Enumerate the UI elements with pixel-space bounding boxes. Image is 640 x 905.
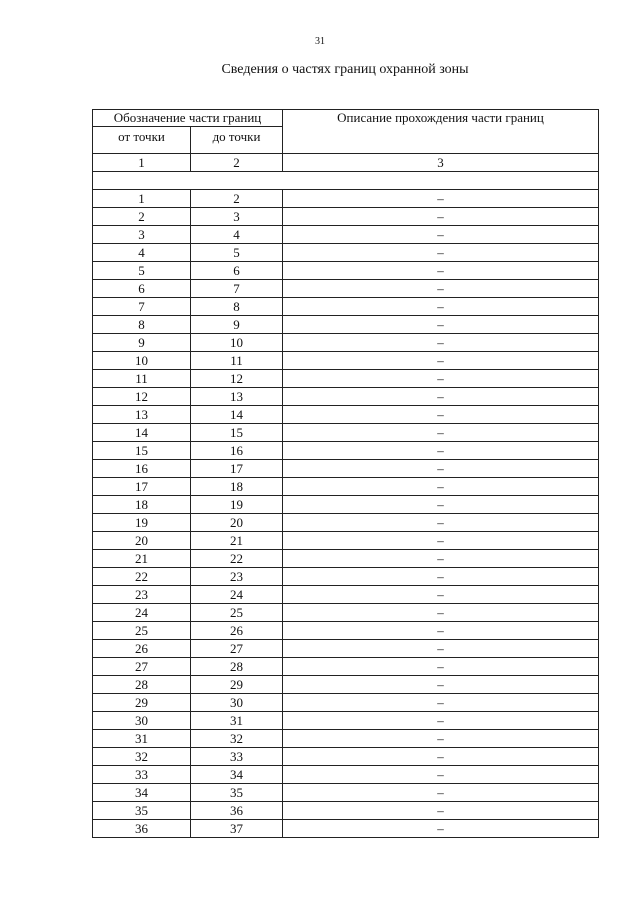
to-point-cell: 25 (191, 604, 283, 622)
description-cell: – (283, 316, 599, 334)
header-boundary-designation: Обозначение части границ (93, 110, 283, 127)
from-point-cell: 3 (93, 226, 191, 244)
to-point-cell: 6 (191, 262, 283, 280)
to-point-cell: 18 (191, 478, 283, 496)
to-point-cell: 14 (191, 406, 283, 424)
from-point-cell: 27 (93, 658, 191, 676)
to-point-cell: 37 (191, 820, 283, 838)
table-row (93, 460, 599, 478)
table-row (93, 298, 599, 316)
description-cell: – (283, 784, 599, 802)
to-point-cell: 26 (191, 622, 283, 640)
description-cell: – (283, 748, 599, 766)
description-cell: – (283, 496, 599, 514)
from-point-cell: 17 (93, 478, 191, 496)
description-cell: – (283, 712, 599, 730)
description-cell: – (283, 730, 599, 748)
from-point-cell: 2 (93, 208, 191, 226)
description-cell: – (283, 820, 599, 838)
from-point-cell: 21 (93, 550, 191, 568)
description-cell: – (283, 568, 599, 586)
to-point-cell: 27 (191, 640, 283, 658)
description-cell: – (283, 622, 599, 640)
empty-section-cell (93, 172, 599, 190)
to-point-cell: 12 (191, 370, 283, 388)
table-row (93, 280, 599, 298)
table-row (93, 370, 599, 388)
header-row-group (93, 110, 599, 127)
from-point-cell: 16 (93, 460, 191, 478)
from-point-cell: 34 (93, 784, 191, 802)
description-cell: – (283, 694, 599, 712)
from-point-cell: 10 (93, 352, 191, 370)
to-point-cell: 22 (191, 550, 283, 568)
from-point-cell: 6 (93, 280, 191, 298)
from-point-cell: 36 (93, 820, 191, 838)
description-cell: – (283, 280, 599, 298)
from-point-cell: 18 (93, 496, 191, 514)
to-point-cell: 15 (191, 424, 283, 442)
table-row (93, 496, 599, 514)
description-cell: – (283, 676, 599, 694)
to-point-cell: 23 (191, 568, 283, 586)
from-point-cell: 8 (93, 316, 191, 334)
to-point-cell: 32 (191, 730, 283, 748)
to-point-cell: 24 (191, 586, 283, 604)
to-point-cell: 35 (191, 784, 283, 802)
from-point-cell: 22 (93, 568, 191, 586)
table-row (93, 604, 599, 622)
description-cell: – (283, 334, 599, 352)
from-point-cell: 5 (93, 262, 191, 280)
to-point-cell: 2 (191, 190, 283, 208)
table-row (93, 478, 599, 496)
table-row (93, 424, 599, 442)
page-number: 31 (315, 36, 325, 47)
from-point-cell: 25 (93, 622, 191, 640)
header-to-point: до точки (191, 127, 283, 154)
description-cell: – (283, 766, 599, 784)
from-point-cell: 29 (93, 694, 191, 712)
to-point-cell: 28 (191, 658, 283, 676)
from-point-cell: 24 (93, 604, 191, 622)
description-cell: – (283, 208, 599, 226)
description-cell: – (283, 406, 599, 424)
description-cell: – (283, 586, 599, 604)
from-point-cell: 1 (93, 190, 191, 208)
to-point-cell: 8 (191, 298, 283, 316)
table-row (93, 262, 599, 280)
description-cell: – (283, 424, 599, 442)
description-cell: – (283, 352, 599, 370)
description-cell: – (283, 604, 599, 622)
description-cell: – (283, 298, 599, 316)
table-row (93, 802, 599, 820)
to-point-cell: 36 (191, 802, 283, 820)
document-title: Сведения о частях границ охранной зоны (221, 62, 469, 77)
to-point-cell: 31 (191, 712, 283, 730)
description-cell: – (283, 370, 599, 388)
description-cell: – (283, 442, 599, 460)
to-point-cell: 13 (191, 388, 283, 406)
table-row (93, 586, 599, 604)
from-point-cell: 20 (93, 532, 191, 550)
from-point-cell: 14 (93, 424, 191, 442)
table-row (93, 334, 599, 352)
table-row (93, 766, 599, 784)
from-point-cell: 7 (93, 298, 191, 316)
from-point-cell: 31 (93, 730, 191, 748)
to-point-cell: 9 (191, 316, 283, 334)
description-cell: – (283, 532, 599, 550)
from-point-cell: 9 (93, 334, 191, 352)
description-cell: – (283, 460, 599, 478)
from-point-cell: 4 (93, 244, 191, 262)
to-point-cell: 30 (191, 694, 283, 712)
from-point-cell: 32 (93, 748, 191, 766)
table-row (93, 388, 599, 406)
table-row (93, 694, 599, 712)
table-row (93, 316, 599, 334)
description-cell: – (283, 550, 599, 568)
from-point-cell: 23 (93, 586, 191, 604)
table-row (93, 190, 599, 208)
from-point-cell: 15 (93, 442, 191, 460)
to-point-cell: 29 (191, 676, 283, 694)
table-row (93, 658, 599, 676)
to-point-cell: 34 (191, 766, 283, 784)
table-row (93, 622, 599, 640)
description-cell: – (283, 640, 599, 658)
to-point-cell: 4 (191, 226, 283, 244)
description-cell: – (283, 388, 599, 406)
description-cell: – (283, 514, 599, 532)
description-cell: – (283, 262, 599, 280)
table-row (93, 820, 599, 838)
column-number: 1 (93, 154, 191, 172)
from-point-cell: 26 (93, 640, 191, 658)
description-cell: – (283, 244, 599, 262)
to-point-cell: 19 (191, 496, 283, 514)
to-point-cell: 7 (191, 280, 283, 298)
to-point-cell: 16 (191, 442, 283, 460)
description-cell: – (283, 226, 599, 244)
table-row (93, 514, 599, 532)
to-point-cell: 11 (191, 352, 283, 370)
description-cell: – (283, 802, 599, 820)
from-point-cell: 28 (93, 676, 191, 694)
table-row (93, 442, 599, 460)
header-description: Описание прохождения части границ (283, 110, 599, 154)
table-row (93, 226, 599, 244)
to-point-cell: 3 (191, 208, 283, 226)
description-cell: – (283, 658, 599, 676)
to-point-cell: 33 (191, 748, 283, 766)
table-row (93, 532, 599, 550)
description-cell: – (283, 478, 599, 496)
table-row (93, 712, 599, 730)
column-numbers-row (93, 154, 599, 172)
description-cell: – (283, 190, 599, 208)
header-from-point: от точки (93, 127, 191, 154)
table-row (93, 676, 599, 694)
table-row (93, 550, 599, 568)
from-point-cell: 12 (93, 388, 191, 406)
to-point-cell: 21 (191, 532, 283, 550)
column-number: 3 (283, 154, 599, 172)
from-point-cell: 13 (93, 406, 191, 424)
table-row (93, 568, 599, 586)
from-point-cell: 19 (93, 514, 191, 532)
column-number: 2 (191, 154, 283, 172)
from-point-cell: 11 (93, 370, 191, 388)
table-row (93, 244, 599, 262)
table-row (93, 640, 599, 658)
table-row (93, 784, 599, 802)
from-point-cell: 30 (93, 712, 191, 730)
empty-section-row (93, 172, 599, 190)
to-point-cell: 5 (191, 244, 283, 262)
to-point-cell: 10 (191, 334, 283, 352)
table-row (93, 352, 599, 370)
table-row (93, 208, 599, 226)
from-point-cell: 35 (93, 802, 191, 820)
from-point-cell: 33 (93, 766, 191, 784)
table-row (93, 406, 599, 424)
table-row (93, 748, 599, 766)
table-row (93, 730, 599, 748)
boundary-parts-table (92, 109, 599, 838)
to-point-cell: 20 (191, 514, 283, 532)
to-point-cell: 17 (191, 460, 283, 478)
